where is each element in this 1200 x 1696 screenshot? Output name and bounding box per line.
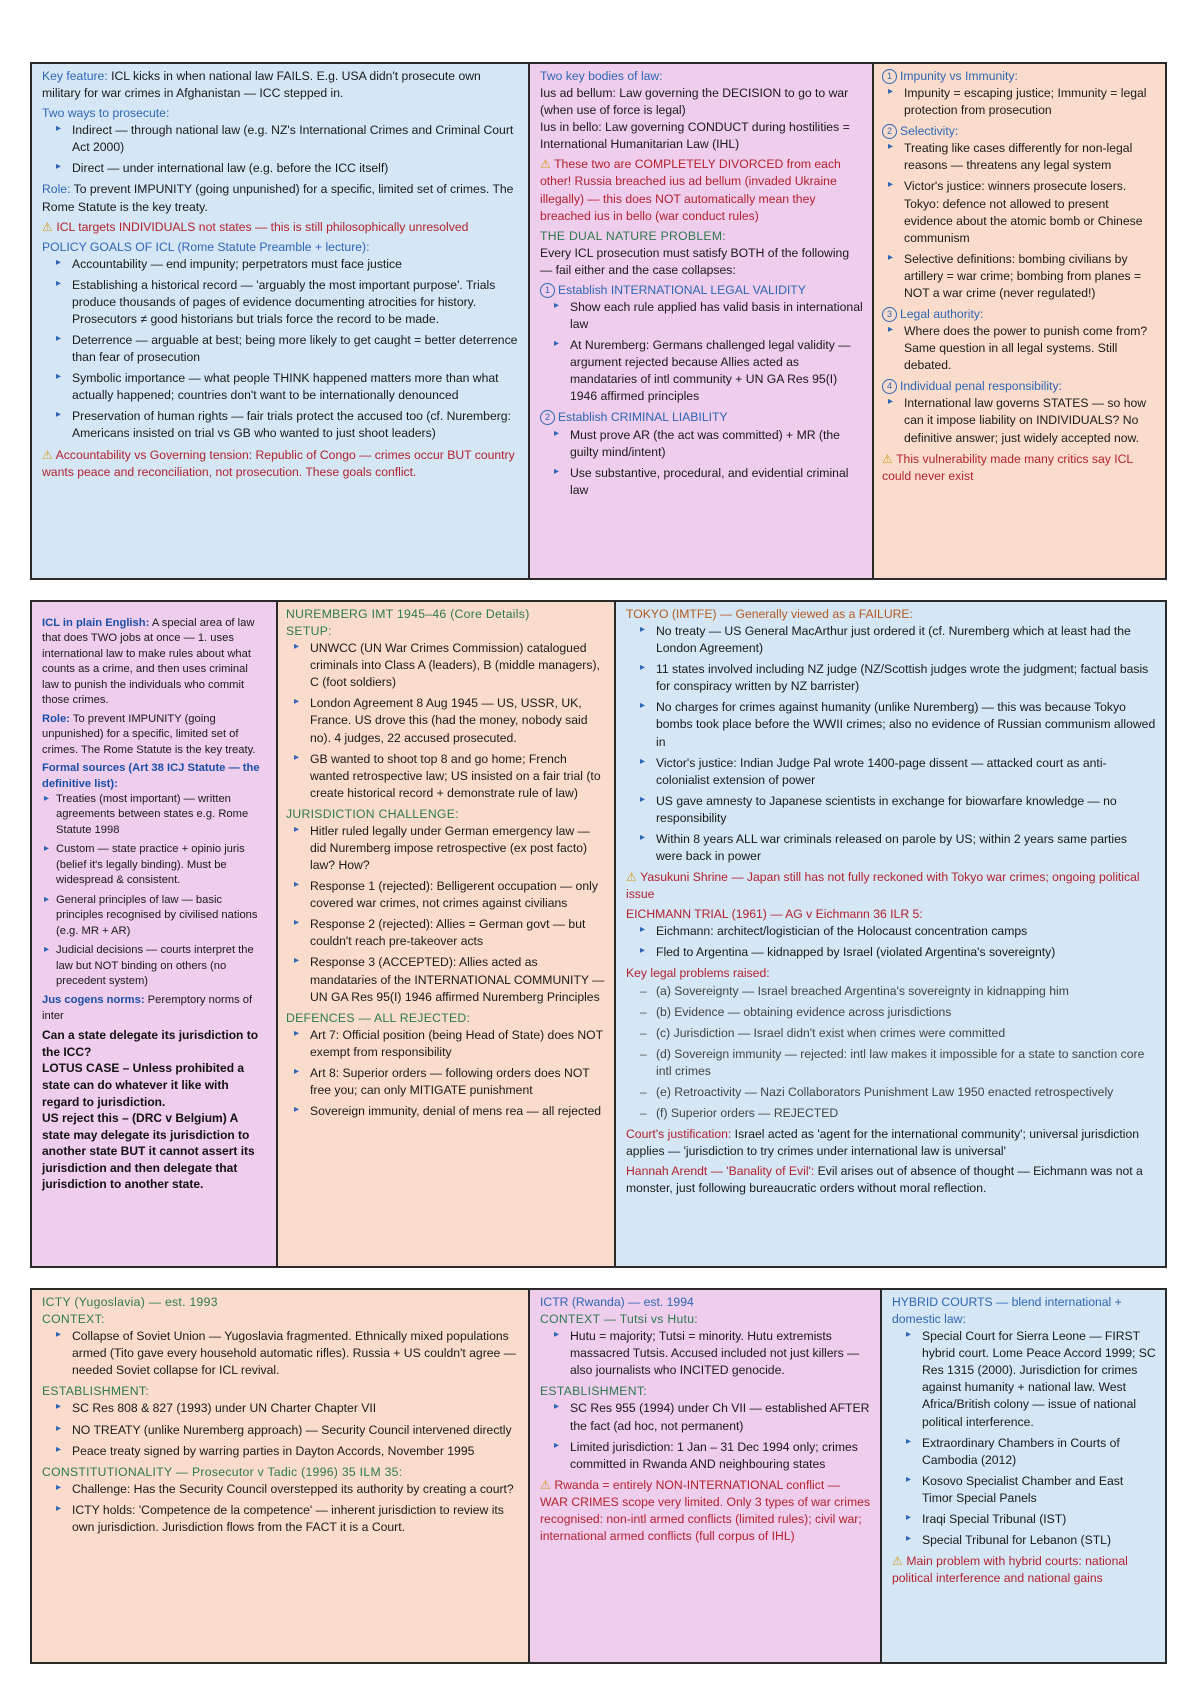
jurisdiction-list — [280, 823, 605, 1006]
list-item: ▸ Response 1 (rejected): Belligerent occupation — only covered war crimes, not crimes against civilians — [280, 878, 605, 912]
list-item: ▸ Iraqi Special Tribunal (IST) — [892, 1511, 1156, 1528]
heading-establishment: ESTABLISHMENT: — [42, 1384, 149, 1399]
number-badge: 4 — [882, 379, 897, 394]
policy-goals-list — [42, 256, 519, 443]
critique-list — [874, 323, 1156, 374]
warning-note: ⚠ Rwanda = entirely NON-INTERNATIONAL conflict — WAR CRIMES scope very limited. Only 3 types of war crimes recognised: non-intl armed conflicts (limited rules); civil war; international armed conflicts (full corpus of IHL) — [540, 1477, 871, 1544]
list-item: ▸ Limited jurisdiction: 1 Jan – 31 Dec 1994 only; crimes committed in Rwanda AND neighbouring states — [540, 1439, 871, 1473]
column-icty — [32, 1290, 528, 1662]
list-item: ▸ At Nuremberg: Germans challenged legal validity — argument rejected because Allies acted as mandataries of intl community + UN GA Res 95(I) 1946 affirmed principles — [540, 337, 863, 405]
problems-list — [626, 983, 1156, 1123]
list-item: ▸ Where does the power to punish come from? Same question in all legal systems. Still debated. — [874, 323, 1156, 374]
heading-problems: Key legal problems raised: — [626, 966, 770, 981]
heading-validity: 1 Establish INTERNATIONAL LEGAL VALIDITY — [540, 282, 863, 299]
warning-icon: ⚠ — [540, 1477, 551, 1492]
list-item: ▸ Indirect — through national law (e.g. NZ's International Crimes and Criminal Court Act 2000) — [42, 122, 519, 156]
warning-icon: ⚠ — [882, 451, 893, 466]
panel-intro — [30, 62, 1167, 580]
list-item: ▸ Collapse of Soviet Union — Yugoslavia fragmented. Ethnically mixed populations armed (Tito gave every household automatic rifles). Russia + US couldn't agree — needed Soviet collapse for ICL revival. — [42, 1328, 519, 1379]
warning-note: ⚠ Accountability vs Governing tension: Republic of Congo — crimes occur BUT country wants peace and reconciliation, not prosecution. These goals conflict. — [42, 447, 515, 479]
icty-establishment-list — [42, 1400, 519, 1459]
list-item: ▸ Show each rule applied has valid basis in international law — [540, 299, 863, 333]
heading-setup: SETUP: — [286, 624, 332, 639]
heading-bodies: Two key bodies of law: — [540, 69, 663, 83]
list-item: ▸ ICTY holds: 'Competence de la competence' — inherent jurisdiction to review its own jurisdiction. Jurisdiction flows from the FACT it is a Court. — [42, 1502, 519, 1536]
delegation-question: Can a state delegate its jurisdiction to the ICC? — [42, 1028, 259, 1059]
warning-icon: ⚠ — [42, 447, 53, 462]
list-item: ▸ Use substantive, procedural, and evidential criminal law — [540, 465, 863, 499]
heading-jurisdiction: JURISDICTION CHALLENGE: — [286, 806, 459, 821]
ictr-context-list — [540, 1328, 871, 1379]
column-tokyo-eichmann: TOKYO (IMTFE) — Generally viewed as a FAILURE: ▸ No treaty — US General MacArthur just ordered it (cf. Nuremberg which at least had the London Agreement) ▸ 11 states involved including NZ judge (NZ/Scottish judges wrote the judgment; factual basis for conspiracy written by NZ barrister) ▸ No charges for crimes against humanity (unlike Nuremberg) — this was because Tokyo bombs took place before the WWII crimes; also no evidence of Russian communism allowed in ▸ Victor's justice: Indian Judge Pal wrote 1400-page dissent — attacked court as anti-colonialist extension of power ▸ US gave amnesty to Japanese scientists in exchange for biowarfare knowledge — no responsibility ▸ Within 8 years ALL war criminals released on parole by US; within 2 years same parties were back in power ⚠ Yasukuni Shrine — Japan still has not fully reckoned with Tokyo war crimes; ongoing political issue EICHMANN TRIAL (1961) — AG v Eichmann 36 ILR 5: ▸ Eichmann: architect/logistician of the Holocaust concentration camps ▸ Fled to Argentina — kidnapped by Israel (violated Argentina's sovereignty) Key legal problems raised: – (a) Sovereignty — Israel breached Argentina's sovereignty in kidnapping him – (b) Evidence — obtaining evidence across jurisdictions – (c) Jurisdiction — Israel didn't exist when crimes were committed – (d) Sovereign immunity — rejected: intl law makes it impossible for a state to sanction core intl crimes – (e) Retroactivity — Nazi Collaborators Punishment Law 1950 enacted retrospectively – (f) Superior orders — REJECTED Court's justification: Israel acted as 'agent for the international community'; universal jurisdiction applies — 'jurisdiction to try crimes under international law is universal' Hannah Arendt — 'Banality of Evil': Evil arises out of absence of thought — Eichmann was not a monster, just following bureaucratic orders without moral reflection. — [614, 602, 1165, 1266]
liability-list — [540, 427, 863, 499]
heading-establishment: ESTABLISHMENT: — [540, 1384, 647, 1399]
warning-note: ⚠ ICL targets INDIVIDUALS not states — this is still philosophically unresolved — [42, 219, 469, 234]
warning-icon: ⚠ — [626, 870, 637, 885]
list-item: ▸ GB wanted to shoot top 8 and go home; French wanted retrospective law; US insisted on a fair trial (to create historical record + demonstrate rule of law) — [280, 751, 605, 802]
ictr-title: ICTR (Rwanda) — est. 1994 — [540, 1295, 694, 1309]
lotus-case: LOTUS CASE – Unless prohibited a state can do whatever it like with regard to jurisdiction. — [42, 1061, 245, 1109]
number-badge: 2 — [540, 410, 555, 425]
warning-icon: ⚠ — [42, 219, 53, 234]
list-item: ▸ Direct — under international law (e.g. before the ICC itself) — [42, 160, 519, 177]
heading-policy-goals: POLICY GOALS OF ICL (Rome Statute Preamble + lecture): — [42, 239, 370, 254]
validity-list — [540, 299, 863, 405]
list-item: ▸ Symbolic importance — what people THINK happened matters more than what actually happened; countries don't want to be internationally denounced — [42, 370, 519, 404]
heading-liability: 2 Establish CRIMINAL LIABILITY — [540, 409, 863, 426]
column-critiques: 1 Impunity vs Immunity: ▸ Impunity = escaping justice; Immunity = legal protection from prosecution 2 Selectivity: ▸ Treating like cases differently for non-legal reasons — threatens any legal system ▸ Victor's justice: winners prosecute losers. Tokyo: defence not allowed to present evidence about the atomic bomb or Chinese communism ▸ Selective definitions: bombing civilians by artillery = war crime; bombing from planes = NOT a war crime (never regulated!) 3 Legal authority: ▸ Where does the power to punish come from? Same question in all legal systems. Still debated. 4 Individual penal responsibility: ▸ International law governs STATES — so how can it impose liability on INDIVIDUALS? No definitive answer; just widely accepted now. ⚠ This vulnerability made many critics say ICL could never exist — [872, 64, 1165, 578]
list-item: ▸ Extraordinary Chambers in Courts of Cambodia (2012) — [892, 1435, 1156, 1469]
list-item: ▸ Hitler ruled legally under German emergency law — did Nuremberg impose retrospective (ex post facto) law? How? — [280, 823, 605, 874]
column-plain-english: ICL in plain English: A special area of law that does TWO jobs at once — 1. uses international law to make rules about what counts as a crime, and then uses criminal law to punish the individuals who commit those crimes. Role: To prevent IMPUNITY (going unpunished) for a specific, limited set of crimes. The Rome Statute is the key treaty. Formal sources (Art 38 ICJ Statute — the definitive list): ▸ Treaties (most important) — written agreements between states e.g. Rome Statute 1998 ▸ Custom — state practice + opinio juris (belief it's legally binding). Must be widespread & consistent. ▸ General principles of law — basic principles recognised by civilised nations (e.g. MR + AR) ▸ Judicial decisions — courts interpret the law but NOT binding on others (no precedent system) Jus cogens norms: Peremptory norms of inter Can a state delegate its jurisdiction to the ICC? LOTUS CASE – Unless prohibited a state can do whatever it like with regard to jurisdiction. US reject this – (DRC v Belgium) A state may delegate its jurisdiction to another state BUT it cannot assert its jurisdiction and then delegate that jurisdiction to another state. — [32, 602, 276, 1266]
list-item: ▸ No treaty — US General MacArthur just ordered it (cf. Nuremberg which at least had the London Agreement) — [626, 623, 1156, 657]
list-item: ▸ Special Court for Sierra Leone — FIRST hybrid court. Lome Peace Accord 1999; SC Res 1315 (2000). Jurisdiction for crimes against humanity + national law. West Africa/British colony — issue of national political interference. — [892, 1328, 1156, 1430]
icty-title: ICTY (Yugoslavia) — est. 1993 — [42, 1295, 218, 1309]
warning-note: ⚠ Yasukuni Shrine — Japan still has not fully reckoned with Tokyo war crimes; ongoing political issue — [626, 870, 1140, 902]
list-item: ▸ Response 3 (ACCEPTED): Allies acted as mandataries of the INTERNATIONAL COMMUNITY — UN GA Res 95(I) 1946 affirmed Nuremberg Principles — [280, 954, 605, 1005]
icty-context-list — [42, 1328, 519, 1379]
number-badge: 3 — [882, 307, 897, 322]
eichmann-title: EICHMANN TRIAL (1961) — AG v Eichmann 36 ILR 5: — [626, 907, 923, 922]
list-item: ▸ Hutu = majority; Tutsi = minority. Hutu extremists massacred Tutsis. Accused included not just killers — also journalists who INCITED genocide. — [540, 1328, 871, 1379]
list-item: ▸ Sovereign immunity, denial of mens rea — all rejected — [280, 1103, 605, 1120]
list-item: ▸ Selective definitions: bombing civilians by artillery = war crime; bombing from planes = NOT a war crime (never regulated!) — [874, 251, 1156, 302]
list-item: ▸ Within 8 years ALL war criminals released on parole by US; within 2 years same parties were back in power — [626, 831, 1156, 865]
heading-context: CONTEXT — Tutsi vs Hutu: — [540, 1312, 698, 1327]
list-item: ▸ 11 states involved including NZ judge (NZ/Scottish judges wrote the judgment; factual basis for conspiracy written by NZ barrister) — [626, 661, 1156, 695]
list-item: – (d) Sovereign immunity — rejected: intl law makes it impossible for a state to sanction core intl crimes — [626, 1046, 1156, 1080]
number-badge: 2 — [882, 124, 897, 139]
hybrid-title: HYBRID COURTS — blend international + domestic law: — [892, 1295, 1122, 1327]
column-bodies-of-law: Two key bodies of law: Ius ad bellum: Law governing the DECISION to go to war (when use of force is legal) Ius in bello: Law governing CONDUCT during hostilities = International Humanitarian Law (IHL) ⚠ These two are COMPLETELY DIVORCED from each other! Russia breached ius ad bellum (invaded Ukraine illegally) — this does NOT automatically mean they breached ius in bello (war conduct rules) THE DUAL NATURE PROBLEM: Every ICL prosecution must satisfy BOTH of the following — fail either and the case collapses: 1 Establish INTERNATIONAL LEGAL VALIDITY ▸ Show each rule applied has valid basis in international law ▸ At Nuremberg: Germans challenged legal validity — argument rejected because Allies acted as mandataries of intl community + UN GA Res 95(I) 1946 affirmed principles 2 Establish CRIMINAL LIABILITY ▸ Must prove AR (the act was committed) + MR (the guilty mind/intent) ▸ Use substantive, procedural, and evidential criminal law — [528, 64, 872, 578]
warning-note: ⚠ These two are COMPLETELY DIVORCED from each other! Russia breached ius ad bellum (invaded Ukraine illegally) — this does NOT automatically mean they breached ius in bello (war conduct rules) — [540, 157, 841, 223]
tokyo-title: TOKYO (IMTFE) — Generally viewed as a FAILURE: — [626, 607, 913, 621]
bodies-text: Ius ad bellum: Law governing the DECISION to go to war (when use of force is legal) Ius in bello: Law governing CONDUCT during hostilities = International Humanitarian Law (IHL) — [540, 86, 850, 152]
formal-sources-list — [42, 792, 267, 989]
warning-icon: ⚠ — [540, 157, 551, 172]
icty-constitutionality-list — [42, 1481, 519, 1536]
list-item: ▸ Judicial decisions — courts interpret the law but NOT binding on others (no precedent system) — [42, 943, 267, 989]
setup-list — [280, 640, 605, 802]
list-item: – (c) Jurisdiction — Israel didn't exist when crimes were committed — [626, 1025, 1156, 1042]
defences-list — [280, 1027, 605, 1120]
list-item: ▸ Art 7: Official position (being Head of State) does NOT exempt from responsibility — [280, 1027, 605, 1061]
warning-note: ⚠ Main problem with hybrid courts: national political interference and national gains — [892, 1554, 1128, 1586]
heading-formal-sources: Formal sources (Art 38 ICJ Statute — the definitive list): — [42, 762, 260, 790]
column-key-features: Key feature: ICL kicks in when national law FAILS. E.g. USA didn't prosecute own military for war crimes in Afghanistan — ICC stepped in. Two ways to prosecute: ▸ Indirect — through national law (e.g. NZ's International Crimes and Criminal Court Act 2000) ▸ Direct — under international law (e.g. before the ICC itself) Role: To prevent IMPUNITY (going unpunished) for a specific, limited set of crimes. The Rome Statute is the key treaty. ⚠ ICL targets INDIVIDUALS not states — this is still philosophically unresolved POLICY GOALS OF ICL (Rome Statute Preamble + lecture): ▸ Accountability — end impunity; perpetrators must face justice ▸ Establishing a historical record — 'arguably the most important purpose'. Trials produce thousands of pages of evidence documenting atrocities for history. Prosecutors ≠ good historians but trials force the record to be made. ▸ Deterrence — arguable at best; being more likely to get caught = better deterrence than fear of prosecution ▸ Symbolic importance — what people THINK happened matters more than what actually happened; countries don't want to be internationally denounced ▸ Preservation of human rights — fair trials protect the accused too (cf. Nuremberg: Americans insisted on trial vs GB who wanted to just shoot leaders) ⚠ Accountability vs Governing tension: Republic of Congo — crimes occur BUT country wants peace and reconciliation, not prosecution. These goals conflict. — [32, 64, 528, 578]
list-item: ▸ Custom — state practice + opinio juris (belief it's legally binding). Must be widespread & consistent. — [42, 842, 267, 888]
list-item: ▸ Must prove AR (the act was committed) + MR (the guilty mind/intent) — [540, 427, 863, 461]
list-item: ▸ SC Res 955 (1994) under Ch VII — established AFTER the fact (ad hoc, not permanent) — [540, 1400, 871, 1434]
column-nuremberg — [276, 602, 614, 1266]
heading-constitutionality: CONSTITUTIONALITY — Prosecutor v Tadic (1996) 35 ILM 35: — [42, 1464, 403, 1479]
list-item: ▸ Fled to Argentina — kidnapped by Israel (violated Argentina's sovereignty) — [626, 944, 1156, 961]
critique-list — [874, 140, 1156, 302]
list-item: ▸ Treaties (most important) — written agreements between states e.g. Rome Statute 1998 — [42, 792, 267, 838]
list-item: ▸ Art 8: Superior orders — following orders does NOT free you; can only MITIGATE punishment — [280, 1065, 605, 1099]
column-ictr — [528, 1290, 880, 1662]
us-position: US reject this – (DRC v Belgium) A state may delegate its jurisdiction to another state BUT it cannot assert its jurisdiction and then delegate that jurisdiction to another state. — [42, 1111, 255, 1192]
list-item: ▸ NO TREATY (unlike Nuremberg approach) — Security Council intervened directly — [42, 1422, 519, 1439]
critique-list — [874, 395, 1156, 446]
list-item: – (e) Retroactivity — Nazi Collaborators Punishment Law 1950 enacted retrospectively — [626, 1084, 1156, 1101]
list-item: ▸ Response 2 (rejected): Allies = German govt — but couldn't reach pre-takeover acts — [280, 916, 605, 950]
panel-ad-hoc-courts — [30, 1288, 1167, 1664]
heading-dual-nature: THE DUAL NATURE PROBLEM: — [540, 228, 726, 243]
list-item: ▸ Establishing a historical record — 'arguably the most important purpose'. Trials produce thousands of pages of evidence documenting atrocities for history. Prosecutors ≠ good historians but trials force the record to be made. — [42, 277, 519, 328]
list-item: ▸ UNWCC (UN War Crimes Commission) catalogued criminals into Class A (leaders), B (middle managers), C (foot soldiers) — [280, 640, 605, 691]
heading-context: CONTEXT: — [42, 1312, 105, 1327]
tokyo-list — [626, 623, 1156, 865]
list-item: ▸ Accountability — end impunity; perpetrators must face justice — [42, 256, 519, 273]
list-item: – (b) Evidence — obtaining evidence across jurisdictions — [626, 1004, 1156, 1021]
panel-tribunals — [30, 600, 1167, 1268]
list-item: ▸ Victor's justice: winners prosecute losers. Tokyo: defence not allowed to present evidence about the atomic bomb or Chinese communism — [874, 178, 1156, 246]
list-item: ▸ Treating like cases differently for non-legal reasons — threatens any legal system — [874, 140, 1156, 174]
warning-note: ⚠ This vulnerability made many critics say ICL could never exist — [882, 451, 1133, 483]
number-badge: 1 — [540, 283, 555, 298]
eichmann-list — [626, 923, 1156, 961]
list-item: ▸ Victor's justice: Indian Judge Pal wrote 1400-page dissent — attacked court as anti-colonialist extension of power — [626, 755, 1156, 789]
list-item: ▸ Special Tribunal for Lebanon (STL) — [892, 1532, 1156, 1549]
list-item: – (f) Superior orders — REJECTED — [626, 1105, 1156, 1122]
list-item: ▸ SC Res 808 & 827 (1993) under UN Charter Chapter VII — [42, 1400, 519, 1417]
heading-defences: DEFENCES — ALL REJECTED: — [286, 1010, 471, 1025]
list-item: ▸ Preservation of human rights — fair trials protect the accused too (cf. Nuremberg: Americans insisted on trial vs GB who wanted to just shoot leaders) — [42, 408, 519, 442]
nuremberg-title: NUREMBERG IMT 1945–46 (Core Details) — [286, 607, 530, 621]
ictr-establishment-list — [540, 1400, 871, 1472]
list-item: ▸ International law governs STATES — so how can it impose liability on INDIVIDUALS? No definitive answer; just widely accepted now. — [874, 395, 1156, 446]
list-item: ▸ Peace treaty signed by warring parties in Dayton Accords, November 1995 — [42, 1443, 519, 1460]
number-badge: 1 — [882, 69, 897, 84]
list-item: ▸ Deterrence — arguable at best; being more likely to get caught = better deterrence than fear of prosecution — [42, 332, 519, 366]
list-item: ▸ Impunity = escaping justice; Immunity = legal protection from prosecution — [874, 85, 1156, 119]
critique-list — [874, 85, 1156, 119]
list-item: ▸ London Agreement 8 Aug 1945 — US, USSR, UK, France. US drove this (had the money, nobody said no). 4 judges, 22 accused prosecuted. — [280, 695, 605, 746]
ways-list — [42, 122, 519, 177]
list-item: ▸ US gave amnesty to Japanese scientists in exchange for biowarfare knowledge — no responsibility — [626, 793, 1156, 827]
list-item: ▸ No charges for crimes against humanity (unlike Nuremberg) — this was because Tokyo bombs took place before the WWII crimes; also no evidence of Russian communism allowed in — [626, 699, 1156, 750]
list-item: ▸ Challenge: Has the Security Council overstepped its authority by creating a court? — [42, 1481, 519, 1498]
hybrid-list — [892, 1328, 1156, 1549]
warning-icon: ⚠ — [892, 1554, 903, 1569]
list-item: – (a) Sovereignty — Israel breached Argentina's sovereignty in kidnapping him — [626, 983, 1156, 1000]
list-item: ▸ General principles of law — basic principles recognised by civilised nations (e.g. MR + AR) — [42, 893, 267, 939]
heading-ways: Two ways to prosecute: — [42, 106, 170, 121]
list-item: ▸ Kosovo Specialist Chamber and East Timor Special Panels — [892, 1473, 1156, 1507]
list-item: ▸ Eichmann: architect/logistician of the Holocaust concentration camps — [626, 923, 1156, 940]
column-hybrid — [880, 1290, 1165, 1662]
